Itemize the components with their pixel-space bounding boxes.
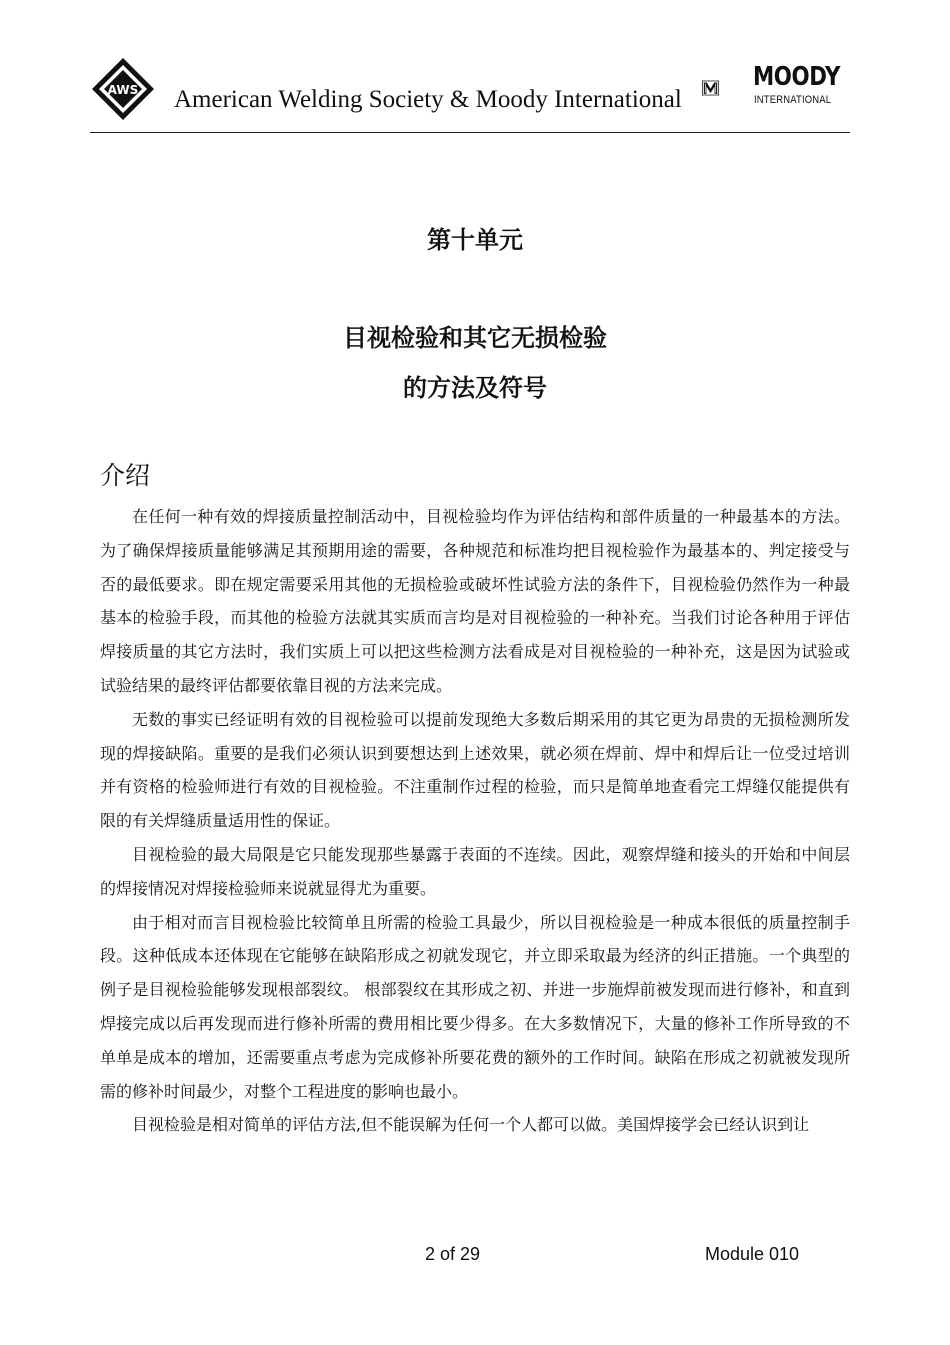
moody-logo-icon	[702, 66, 752, 110]
main-title-line1: 目视检验和其它无损检验	[343, 324, 607, 352]
paragraph: 在任何一种有效的焊接质量控制活动中，目视检验均作为评估结构和部件质量的一种最基本的方法。为了确保焊接质量能够满足其预期用途的需要，各种规范和标准均把目视检验作为最基本的、判定接受与否的最低要求。即在规定需要采用其他的无损检验或破坏性试验方法的条件下，目视检验仍然作为一种最基本的检验手段，而其他的检验方法就其实质而言均是对目视检验的一种补充。当我们讨论各种用于评估焊接质量的其它方法时，我们实质上可以把这些检测方法看成是对目视检验的一种补充，这是因为试验或试验结果的最终评估都要依靠目视的方法来完成。	[100, 507, 850, 695]
unit-title: 第十单元	[427, 226, 523, 254]
paragraph: 目视检验的最大局限是它只能发现那些暴露于表面的不连续。因此，观察焊缝和接头的开始和中间层的焊接情况对焊接检验师来说就显得尤为重要。	[100, 844, 850, 898]
paragraph: 无数的事实已经证明有效的目视检验可以提前发现绝大多数后期采用的其它更为昂贵的无损检测所发现的焊接缺陷。重要的是我们必须认识到要想达到上述效果，就必须在焊前、焊中和焊后让一位受过培训并有资格的检验师进行有效的目视检验。不注重制作过程的检验，而只是简单地查看完工焊缝仅能提供有限的有关焊缝质量适用性的保证。	[100, 709, 850, 831]
page-header	[90, 56, 850, 133]
aws-logo-text: AWS	[107, 83, 139, 97]
main-title-line2: 的方法及符号	[403, 374, 547, 402]
page-number: 2 of 29	[425, 1244, 481, 1264]
section-heading: 介绍	[100, 461, 151, 490]
header-title: American Welding Society & Moody International	[174, 86, 682, 113]
moody-logo-line2: INTERNATIONAL	[754, 94, 832, 106]
paragraph: 由于相对而言目视检验比较简单且所需的检验工具最少，所以目视检验是一种成本很低的质量控制手段。这种低成本还体现在它能够在缺陷形成之初就发现它，并立即采取最为经济的纠正措施。一个典型的例子是目视检验能够发现根部裂纹。 根部裂纹在其形成之初、并进一步施焊前被发现而进行修补，和直到焊接完成以后再发现而进行修补所需的费用相比要少得多。在大多数情况下，大量的修补工作所导致的不单单是成本的增加，还需要重点考虑为完成修补所要花费的额外的工作时间。缺陷在形成之初就被发现所需的修补时间最少，对整个工程进度的影响也最小。	[100, 912, 850, 1101]
aws-logo-icon	[90, 56, 156, 122]
moody-logo-line1: MOODY	[753, 62, 841, 92]
body-text	[100, 500, 850, 1142]
paragraph: 目视检验是相对简单的评估方法,但不能误解为任何一个人都可以做。美国焊接学会已经认识到让	[132, 1115, 810, 1135]
module-label: Module 010	[705, 1244, 800, 1264]
